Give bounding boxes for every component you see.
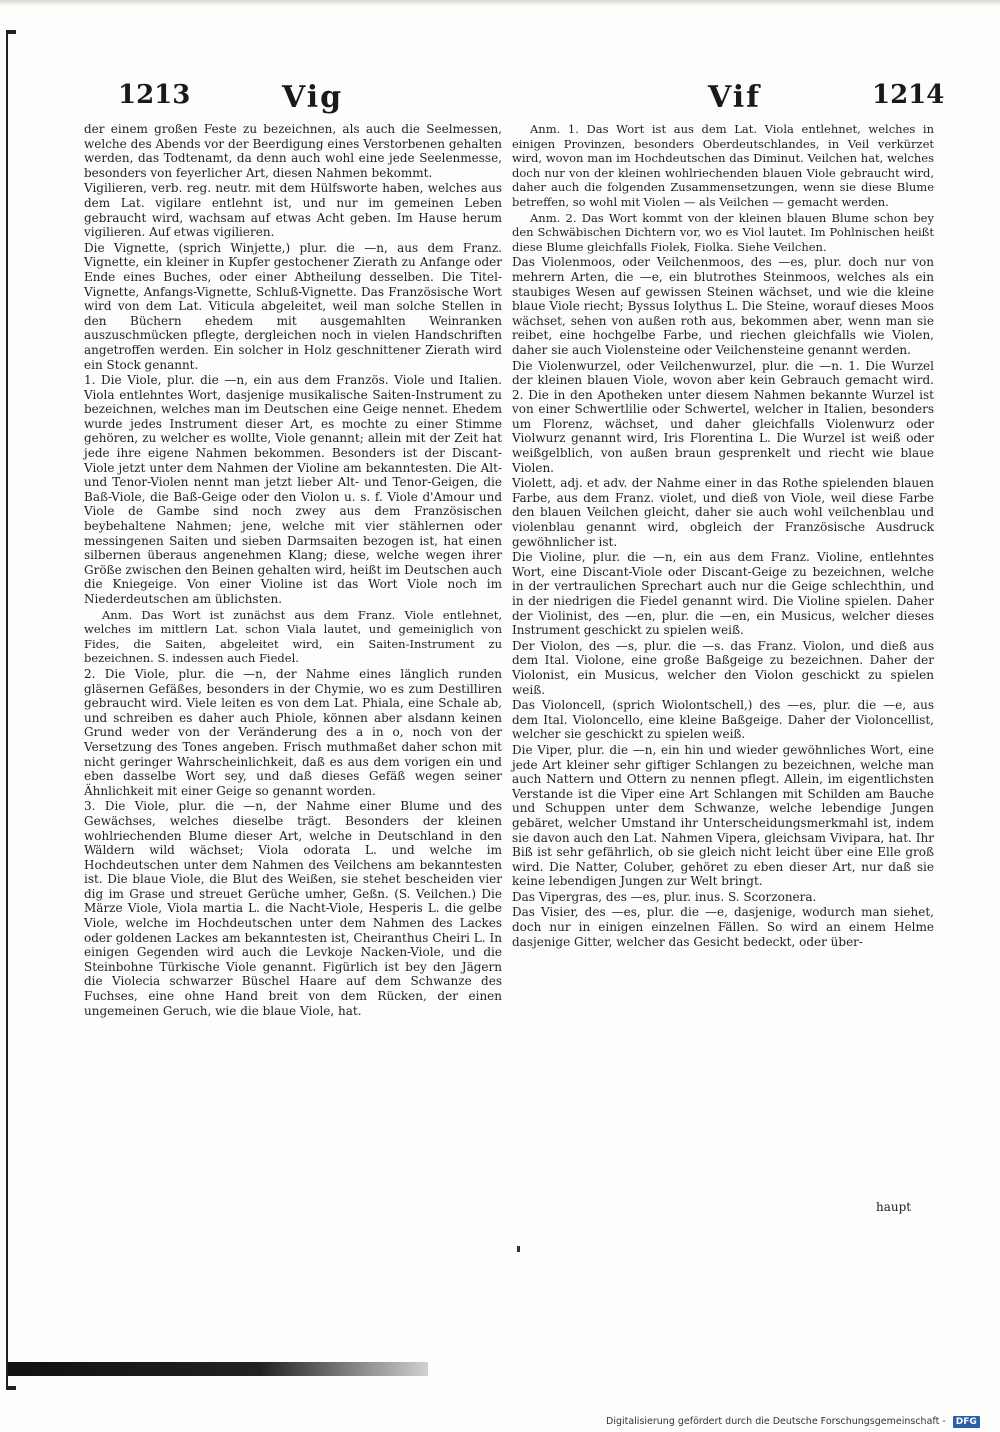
scan-shadow-bar — [8, 1362, 428, 1376]
entry-violett: Violett, adj. et adv. der Nahme einer in das Rothe spielenden blauen Farbe, aus dem Franz. violet, und dieß von Viole, weil diese Farbe den blauen Veilchen gleicht, daher sie auch wohl veilchenblau und violenblau genannt wird, obgleich der Französische Ausdruck gewöhnlicher ist. — [512, 476, 934, 549]
entry-violoncell: Das Violoncell, (sprich Wiolontschell,) des —es, plur. die —e, aus dem Ital. Violoncello, eine kleine Baßgeige. Daher der Violoncellist, welcher sie geschickt zu spielen weiß. — [512, 698, 934, 742]
entry-violenwurzel: Die Violenwurzel, oder Veilchenwurzel, plur. die —n. 1. Die Wurzel der kleinen blauen Viole, wovon aber kein Gebrauch gemacht wird. 2. Die in den Apotheken unter diesem Nahmen bekannte Wurzel ist von einer Schwertlilie oder Schwertel, welcher in Italien, besonders um Florenz, wächset, und daher gleichfalls Violenwurz oder Violwurz genannt wird, Iris Florentina L. Die Wurzel ist weiß oder weißgelblich, von außen braun gesprenkelt und riecht wie blaue Violen. — [512, 358, 934, 475]
note-viole-3-anm-2: Anm. 2. Das Wort kommt von der kleinen blauen Blume schon bey den Schwäbischen Dichtern vor, wo es Viol lautet. Im Pohlnischen heißt diese Blume gleichfalls Fiolek, Fiolka. Siehe Veilchen. — [512, 210, 934, 254]
left-column — [84, 122, 502, 1019]
catchword: haupt — [876, 1200, 912, 1214]
entry-violine: Die Violine, plur. die —n, ein aus dem Franz. Violine, entlehntes Wort, eine Discant-Viole oder Discant-Geige zu bezeichnen, welche in der vertraulichen Sprechart auch nur die Geige schlechthin, und in der niedrigen die Fiedel genannt wird. Die Violine spielen. Daher der Violinist, des —en, plur. die —en, ein Musicus, welcher dieses Instrument geschickt zu spielen weiß. — [512, 550, 934, 638]
dfg-logo: DFG — [953, 1416, 980, 1428]
entry-viole-2: 2. Die Viole, plur. die —n, der Nahme eines länglich runden gläsernen Gefäßes, besonders in der Chymie, wo es zum Destilliren gebraucht wird. Viele leiten es von dem Lat. Phiala, eine Schale ab, und schreiben es daher auch Phiole, können aber alsdann keinen Grund weder von der Veränderung des a in o, noch von der Versetzung des Tones angeben. Frisch muthmaßet daher schon mit nicht geringer Wahrscheinlichkeit, daß es aus dem vorigen ein und eben dasselbe Wort sey, und daß dieses Gefäß wegen seiner Ähnlichkeit mit einer Geige so genannt worden. — [84, 666, 502, 798]
bracket-cap-bottom — [6, 1386, 16, 1390]
running-head-right: Vif — [708, 80, 762, 115]
entry-visier: Das Visier, des —es, plur. die —e, dasjenige, wodurch man siehet, doch nur in einigen einzelnen Fällen. So wird an einem Helme dasjenige Gitter, welcher das Gesicht bedeckt, oder über- — [512, 905, 934, 949]
entry-seelmesse-continuation: der einem großen Feste zu bezeichnen, als auch die Seelmessen, welche des Abends vor der Beerdigung eines Verstorbenen gehalten werden, das Todtenamt, da denn auch wohl eine jede Seelenmesse, besonders von feyerlicher Art, diesen Nahmen bekommt. — [84, 122, 502, 180]
running-head-left: Vig — [282, 80, 344, 115]
bracket-cap-top — [6, 30, 16, 34]
note-viole-1: Anm. Das Wort ist zunächst aus dem Franz. Viole entlehnet, welches im mittlern Lat. schon Viala lautet, und gemeiniglich von Fides, die Saiten, abgeleitet wird, ein Saiten-Instrument zu bezeichnen. S. indessen auch Fiedel. — [84, 607, 502, 666]
footer-credit: Digitalisierung gefördert durch die Deutsche Forschungsgemeinschaft - — [606, 1416, 946, 1427]
entry-vipergras: Das Vipergras, des —es, plur. inus. S. Scorzonera. — [512, 889, 817, 904]
page-number-left: 1213 — [118, 80, 191, 110]
entry-viole-3: 3. Die Viole, plur. die —n, der Nahme einer Blume und des Gewächses, welches dieselbe trägt. Besonders der kleinen wohlriechenden Blume dieser Art, welche in Deutschland in den Wäldern wild wächset; Viola odorata L. und welche im Hochdeutschen unter dem Nahmen des Veilchens am bekanntesten ist. Die blaue Viole, die Blut des Weißen, sie stehet bescheiden vier dig im Grase und streuet Gerüche umher, Geßn. (S. Veilchen.) Die Märze Viole, Viola martia L. die Nacht-Viole, Hesperis L. die gelbe Viole, welche im Hochdeutschen unter dem Nahmen des Lackes oder goldenen Lackes am bekanntesten ist, Cheiranthus Cheiri L. In einigen Gegenden wird auch die Levkoje Nacken-Viole, und die Steinbohne Türkische Viole genannt. Figürlich ist bey den Jägern die Violecia schwarzer Büschel Haare auf dem Schwanze des Fuchses, eine ohne Hand breit von dem Rücken, der einen ungemeinen Geruch, wie die blaue Viole, hat. — [84, 799, 502, 1018]
entry-viole-1: 1. Die Viole, plur. die —n, ein aus dem Französ. Viole und Italien. Viola entlehntes Wort, dasjenige musikalische Saiten-Instrument zu bezeichnen, welches man im Deutschen eine Geige nennet. Ehedem wurde jedes Instrument dieser Art, es mochte zu einer Stimme gehören, zu welcher es wollte, Viole genannt; allein mit der Zeit hat jede ihre eigene Nahmen bekommen. Besonders ist der Discant-Viole jetzt unter dem Nahmen der Violine am bekanntesten. Die Alt- und Tenor-Violen nennt man jetzt lieber Alt- und Tenor-Geigen, die Baß-Viole, die Baß-Geige oder den Violon u. s. f. Viole d'Amour und Viole de Gambe sind noch zwey aus dem Französischen beybehaltene Nahmen; jene, welche mit vier stählernen oder messingenen Saiten und sieben Darmsaiten bezogen ist, hat einen silbernen überaus angenehmen Klang; diese, welche wegen ihrer Größe zwischen den Beinen gehalten wird, heißt im Deutschen auch die Kniegeige. Von einer Violine ist das Wort Viole noch im Niederdeutschen am üblichsten. — [84, 373, 502, 606]
entry-violenmoos: Das Violenmoos, oder Veilchenmoos, des —es, plur. doch nur von mehrern Arten, die —e, ein blutrothes Steinmoos, welches als ein staubiges Wesen auf gewissen Steinen wächset, und wie die kleine blaue Viole riecht; Byssus Iolythus L. Die Steine, worauf dieses Moos wächset, sehen von außen roth aus, bekommen aber, wenn man sie reibet, eine hochgelbe Farbe, und riechen gleichfalls wie Violen, daher sie auch Violensteine oder Veilchensteine genannt werden. — [512, 255, 934, 357]
entry-vignette: Die Vignette, (sprich Winjette,) plur. die —n, aus dem Franz. Vignette, ein kleiner in Kupfer gestochener Zierath zu Anfange oder Ende eines Buches, oder einer Abtheilung desselben. Die Titel-Vignette, Anfangs-Vignette, Schluß-Vignette. Das Französische Wort wird von dem Lat. Viticula abgeleitet, weil man solche Stellen in den Büchern ehedem mit ausgemahlten Weinranken auszuschmücken pflegte, dergleichen noch in vielen Handschriften angetroffen werden. Ein solcher in Holz geschnittener Zierath wird ein Stock genannt. — [84, 240, 502, 372]
note-viole-3-anm-1: Anm. 1. Das Wort ist aus dem Lat. Viola entlehnet, welches in einigen Provinzen, besonders Oberdeutschlandes, in Veil verkürzet wird, wovon man im Hochdeutschen das Diminut. Veilchen hat, welches doch nur von der kleinen wohlriechenden blauen Viole gebraucht wird, daher auch die folgenden Zusammensetzungen, wenn sie diese Blume betreffen, so wohl mit Violen — als Veilchen — gemacht werden. — [512, 122, 934, 209]
entry-viper: Die Viper, plur. die —n, ein hin und wieder gewöhnliches Wort, eine jede Art kleiner sehr giftiger Schlangen zu bezeichnen, welche man auch Nattern und Ottern zu nennen pflegt. Allein, im eigentlichsten Verstande ist die Viper eine Art Schlangen mit Schilden am Bauche und Schuppen unter dem Schwanze, welche lebendige Jungen gebäret, welcher Umstand ihr Unterscheidungsmerkmahl ist, indem sie davon auch den Lat. Nahmen Vipera, gleichsam Vivipara, hat. Ihr Biß ist sehr gefährlich, ob sie gleich nicht leicht über eine Elle groß wird. Die Natter, Coluber, gehöret zu eben dieser Art, nur daß sie keine lebendigen Jungen zur Welt bringt. — [512, 742, 934, 889]
entry-vigilieren: Vigilieren, verb. reg. neutr. mit dem Hülfsworte haben, welches aus dem Lat. vigilare entlehnt ist, und nur im gemeinen Leben gebraucht wird, wachsam auf etwas Acht geben. Im Hause herum vigilieren. Auf etwas vigilieren. — [84, 181, 502, 240]
page-bracket-line — [6, 30, 14, 1390]
scan-edge — [0, 0, 1000, 6]
entry-violon: Der Violon, des —s, plur. die —s. das Franz. Violon, und dieß aus dem Ital. Violone, eine große Baßgeige zu bezeichnen. Daher der Violonist, ein Musicus, welcher den Violon geschickt zu spielen weiß. — [512, 638, 934, 697]
digitization-footer — [606, 1416, 994, 1430]
right-column — [512, 122, 934, 950]
page-number-right: 1214 — [872, 80, 945, 110]
ink-speck — [517, 1246, 520, 1252]
